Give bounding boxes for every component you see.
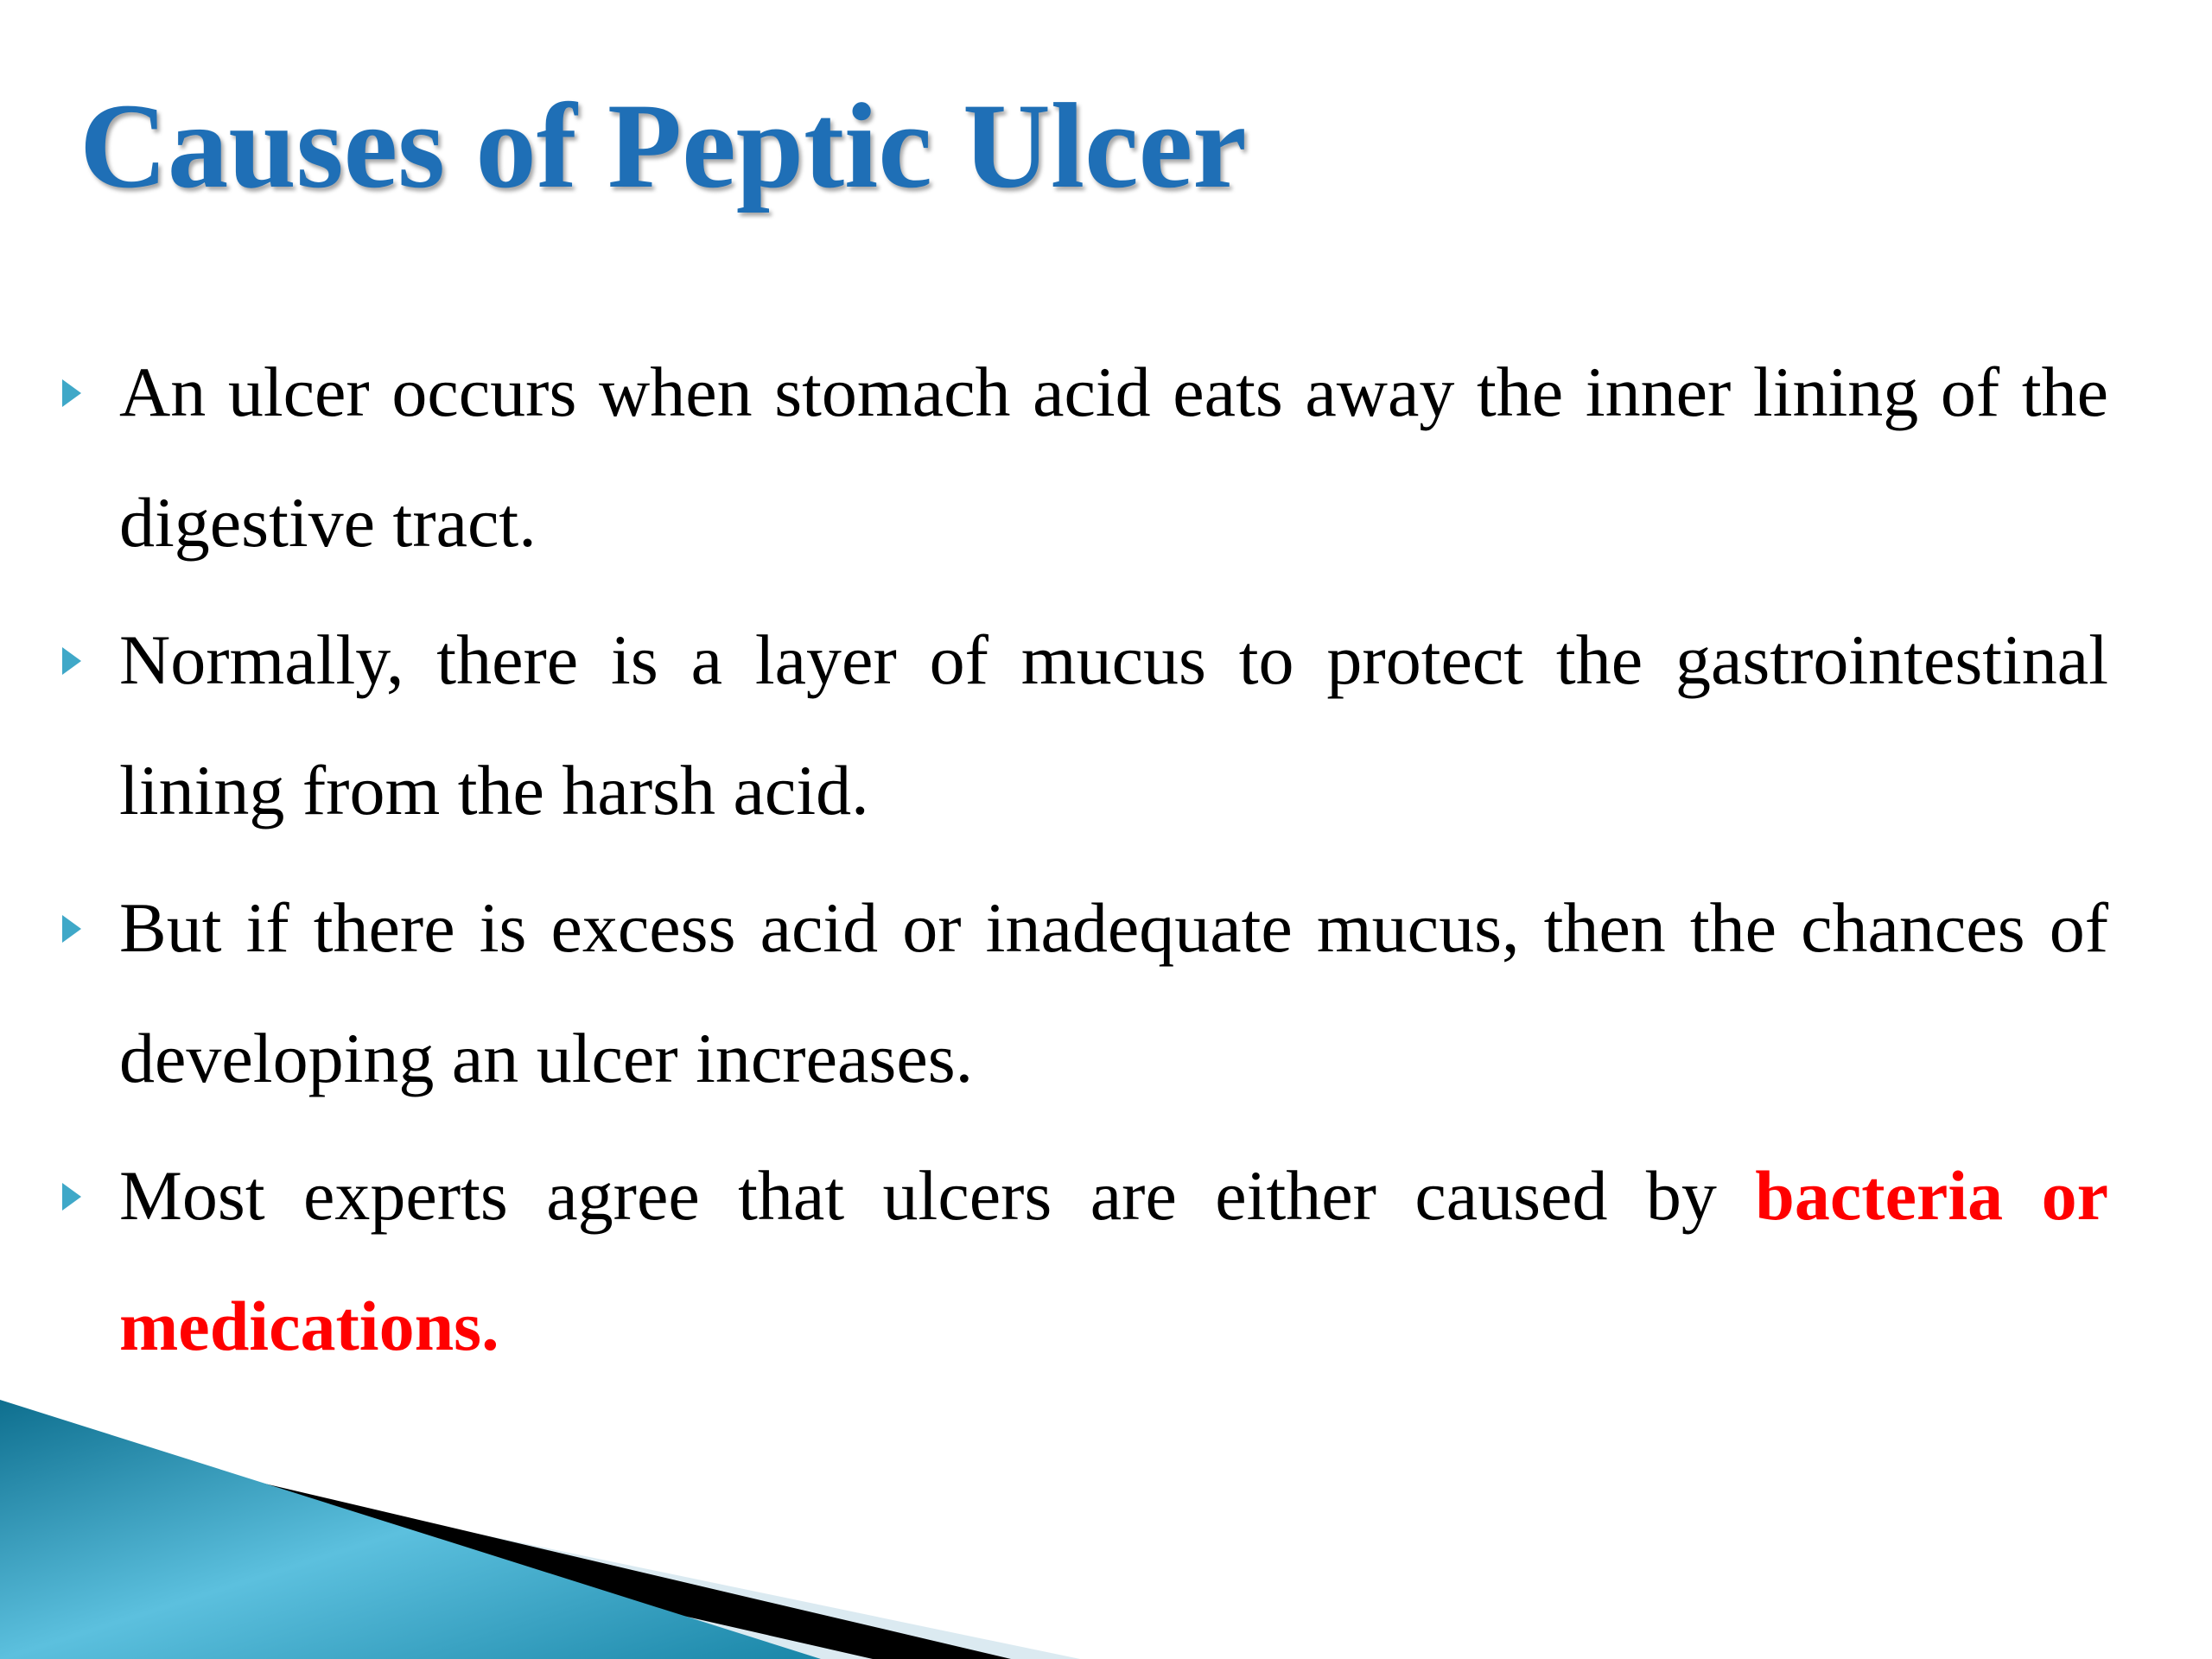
bullet-text: An ulcer occurs when stomach acid eats away the inner lining of the digestive tract.: [119, 353, 2108, 562]
bullet-text: But if there is excess acid or inadequate mucus, then the chances of developing an ulcer increases.: [119, 888, 2108, 1097]
bullet-item: [119, 327, 2108, 588]
bullet-item: [119, 1130, 2108, 1391]
slide-title: Causes of Peptic Ulcer: [79, 79, 1247, 213]
triangle-right-icon: [62, 647, 81, 675]
bullet-list: [119, 327, 2108, 1398]
triangle-right-icon: [62, 379, 81, 407]
bullet-item: [119, 594, 2108, 855]
corner-decoration: [0, 1382, 2212, 1659]
highlighted-text: bacteria or medications.: [119, 1156, 2108, 1365]
triangle-right-icon: [62, 1183, 81, 1211]
bullet-item: [119, 862, 2108, 1123]
bullet-text: Normally, there is a layer of mucus to protect the gastrointestinal lining from the harsh acid.: [119, 620, 2108, 830]
deco-teal-swoosh: [0, 1400, 821, 1659]
triangle-right-icon: [62, 915, 81, 943]
bullet-text: Most experts agree that ulcers are either caused by: [119, 1156, 1756, 1235]
